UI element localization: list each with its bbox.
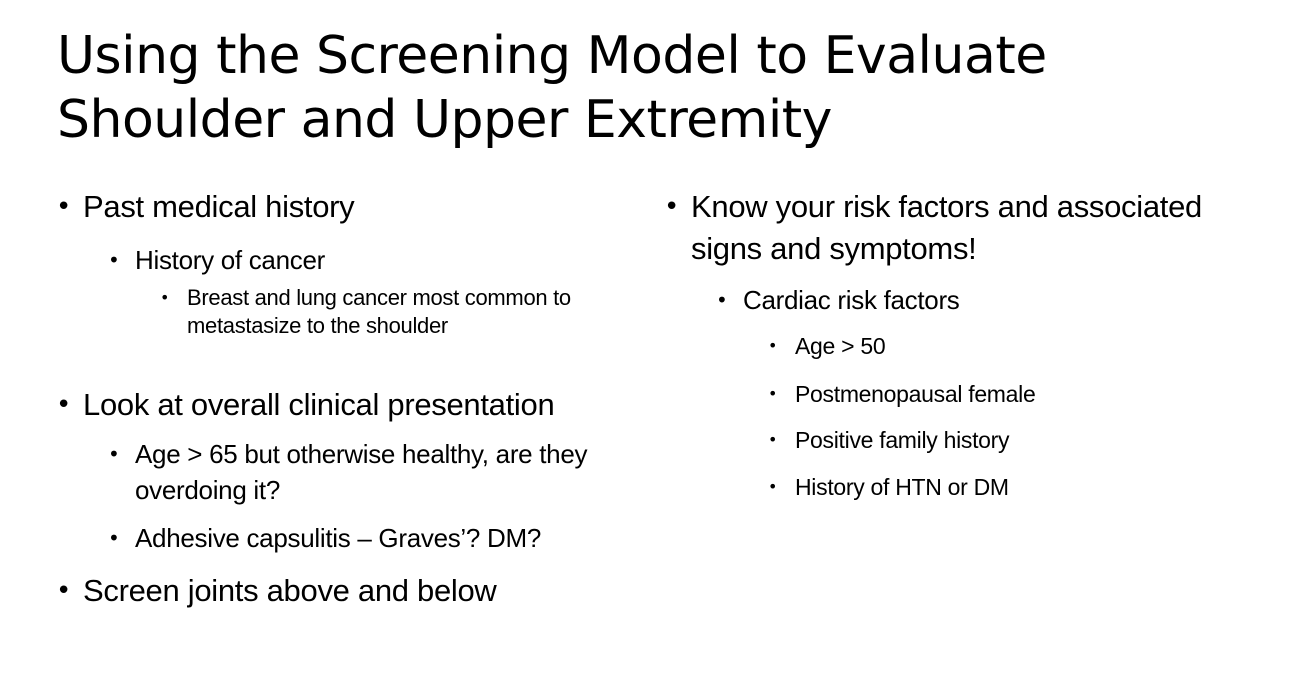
bullet-adhesive-capsulitis — [108, 520, 636, 556]
bullet-positive-family-history — [768, 424, 1264, 456]
bullet-text: Cardiac risk factors — [743, 285, 960, 315]
bullet-text: Look at overall clinical presentation — [83, 387, 555, 422]
bullet-history-of-cancer — [108, 242, 636, 278]
bullet-icon: • — [716, 288, 728, 312]
bullet-breast-lung-cancer — [160, 284, 720, 340]
bullet-icon: • — [664, 192, 680, 222]
bullet-text: History of HTN or DM — [795, 474, 1009, 500]
bullet-icon: • — [56, 192, 72, 222]
bullet-icon: • — [108, 442, 120, 466]
bullet-age-65 — [108, 436, 636, 508]
right-column — [664, 182, 1264, 503]
left-column — [56, 182, 636, 612]
bullet-text: Screen joints above and below — [83, 573, 497, 608]
bullet-text: Positive family history — [795, 427, 1010, 453]
bullet-screen-joints — [56, 570, 636, 612]
bullet-text: Postmenopausal female — [795, 381, 1036, 407]
bullet-cardiac-risk-factors — [716, 282, 1264, 318]
bullet-icon: • — [768, 430, 778, 449]
bullet-icon: • — [768, 336, 778, 355]
bullet-icon: • — [56, 390, 72, 420]
bullet-past-medical-history — [56, 186, 636, 228]
bullet-text: Past medical history — [83, 189, 355, 224]
bullet-text: Age > 65 but otherwise healthy, are they overdoing it? — [135, 439, 588, 505]
bullet-age-50 — [768, 330, 1264, 362]
bullet-risk-factors — [664, 186, 1264, 270]
bullet-icon: • — [768, 384, 778, 403]
slide-title: Using the Screening Model to Evaluate Shoulder and Upper Extremity — [57, 26, 1047, 150]
bullet-text: Age > 50 — [795, 333, 886, 359]
bullet-icon: • — [108, 526, 120, 550]
bullet-text: Know your risk factors and associated signs and symptoms! — [691, 189, 1202, 266]
bullet-icon: • — [160, 288, 170, 307]
bullet-icon: • — [108, 248, 120, 272]
bullet-postmenopausal-female — [768, 378, 1264, 410]
bullet-icon: • — [768, 477, 778, 496]
bullet-text: History of cancer — [135, 245, 325, 275]
bullet-clinical-presentation — [56, 384, 636, 426]
bullet-text: Breast and lung cancer most common to metastasize to the shoulder — [187, 285, 571, 338]
bullet-history-htn-dm — [768, 471, 1264, 503]
bullet-text: Adhesive capsulitis – Graves’? DM? — [135, 523, 541, 553]
bullet-icon: • — [56, 576, 72, 606]
